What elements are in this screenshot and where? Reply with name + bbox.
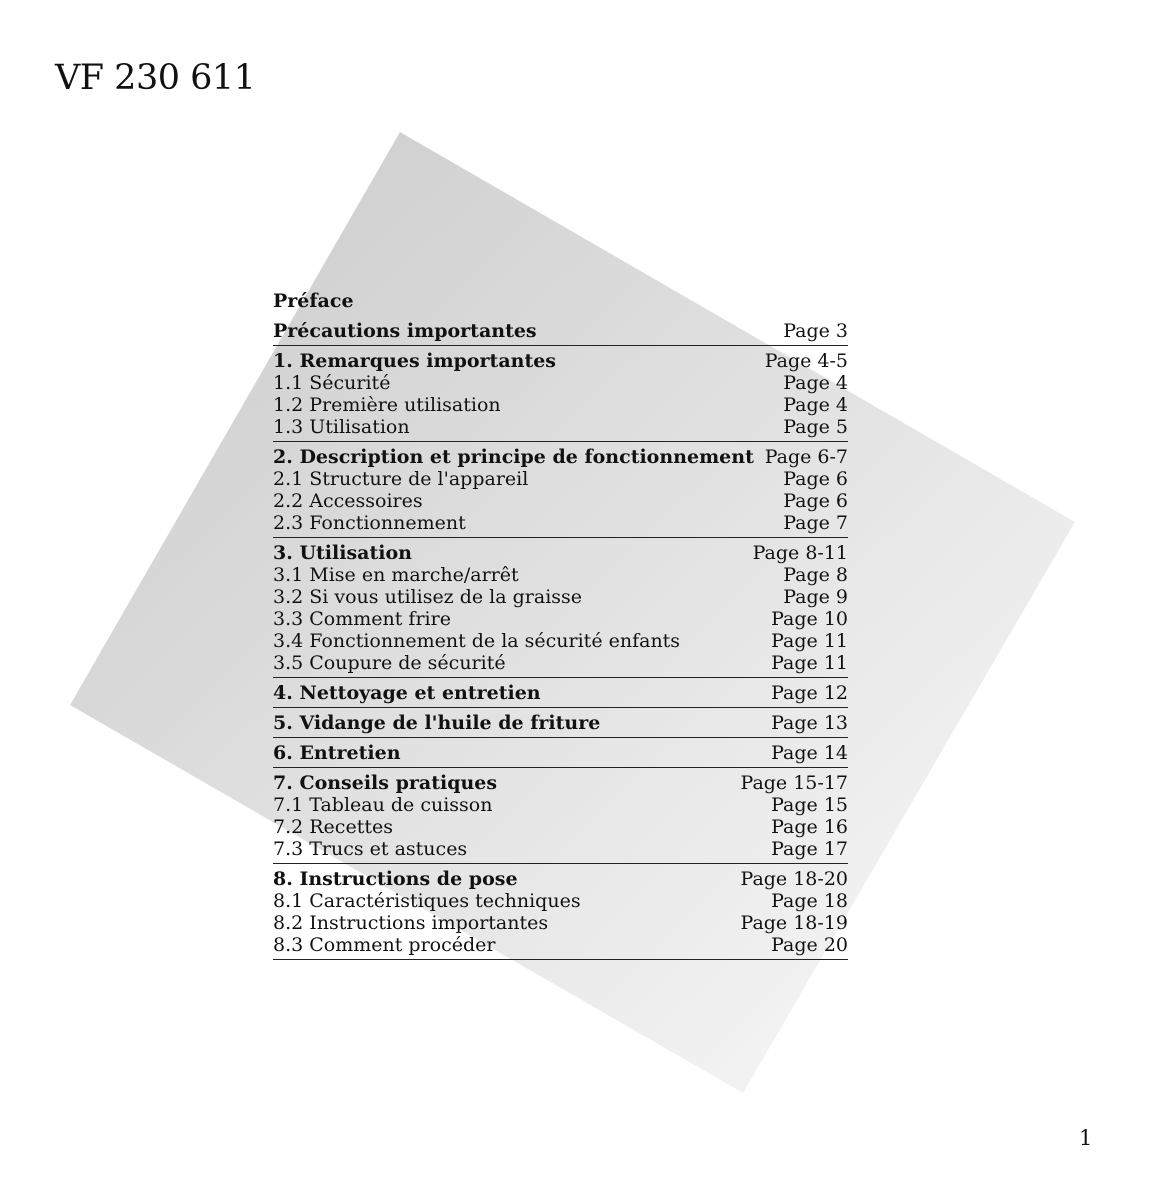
toc-section	[273, 868, 848, 960]
toc-section-heading[interactable]	[273, 542, 848, 564]
toc-section-heading[interactable]	[273, 320, 848, 342]
toc-item-page: Page 18-19	[740, 912, 848, 934]
toc-section-title: 6. Entretien	[273, 742, 401, 764]
toc-section	[273, 350, 848, 442]
toc-item[interactable]	[273, 912, 848, 934]
toc-item[interactable]	[273, 512, 848, 534]
toc-item-page: Page 8	[783, 564, 848, 586]
toc-section	[273, 772, 848, 864]
toc-item-page: Page 6	[783, 490, 848, 512]
toc-item-title: 1.2 Première utilisation	[273, 394, 501, 416]
toc-item[interactable]	[273, 468, 848, 490]
toc-section	[273, 682, 848, 708]
toc-item[interactable]	[273, 372, 848, 394]
toc-section-title: 4. Nettoyage et entretien	[273, 682, 541, 704]
toc-item[interactable]	[273, 794, 848, 816]
toc-item-title: 7.3 Trucs et astuces	[273, 838, 468, 860]
toc-item-title: 3.4 Fonctionnement de la sécurité enfants	[273, 630, 681, 652]
toc-item-page: Page 10	[771, 608, 848, 630]
toc-section	[273, 446, 848, 538]
toc-section-heading[interactable]	[273, 772, 848, 794]
toc-item-title: 3.1 Mise en marche/arrêt	[273, 564, 519, 586]
toc-section-page: Page 15-17	[740, 772, 848, 794]
toc-section-page: Page 18-20	[740, 868, 848, 890]
toc-section-heading[interactable]	[273, 868, 848, 890]
toc-section-title: 8. Instructions de pose	[273, 868, 518, 890]
toc-item-page: Page 17	[771, 838, 848, 860]
toc-item-page: Page 11	[771, 652, 848, 674]
page-number: 1	[1079, 1126, 1093, 1150]
toc-item-title: 1.3 Utilisation	[273, 416, 410, 438]
toc-item-page: Page 4	[783, 394, 848, 416]
toc-section-heading[interactable]	[273, 712, 848, 734]
toc-section-heading[interactable]	[273, 742, 848, 764]
toc-section-page: Page 14	[771, 742, 848, 764]
toc-section-title: 3. Utilisation	[273, 542, 412, 564]
toc-item[interactable]	[273, 608, 848, 630]
toc-item-page: Page 9	[783, 586, 848, 608]
toc-item[interactable]	[273, 838, 848, 860]
toc-item[interactable]	[273, 652, 848, 674]
toc-item[interactable]	[273, 890, 848, 912]
toc-item-title: 3.2 Si vous utilisez de la graisse	[273, 586, 583, 608]
toc-item-page: Page 6	[783, 468, 848, 490]
toc-section-page: Page 12	[771, 682, 848, 704]
toc-item-title: 2.1 Structure de l'appareil	[273, 468, 529, 490]
toc-section	[273, 320, 848, 346]
toc-section-title: Précautions importantes	[273, 320, 537, 342]
toc-item-title: 7.1 Tableau de cuisson	[273, 794, 493, 816]
toc-section	[273, 542, 848, 678]
toc-section-title: 2. Description et principe de fonctionnement	[273, 446, 754, 468]
toc-item[interactable]	[273, 816, 848, 838]
toc-section-title: 5. Vidange de l'huile de friture	[273, 712, 601, 734]
toc-section	[273, 712, 848, 738]
toc-item-title: 1.1 Sécurité	[273, 372, 391, 394]
toc-item[interactable]	[273, 934, 848, 956]
toc-section-page: Page 6-7	[764, 446, 848, 468]
toc-item[interactable]	[273, 586, 848, 608]
toc-item[interactable]	[273, 416, 848, 438]
toc-section-page: Page 13	[771, 712, 848, 734]
toc-item-page: Page 15	[771, 794, 848, 816]
toc-item-page: Page 11	[771, 630, 848, 652]
toc-section-page: Page 3	[783, 320, 848, 342]
toc-item[interactable]	[273, 564, 848, 586]
toc-item-title: 8.1 Caractéristiques techniques	[273, 890, 581, 912]
toc-item[interactable]	[273, 394, 848, 416]
toc-item-page: Page 4	[783, 372, 848, 394]
toc-item-title: 2.2 Accessoires	[273, 490, 423, 512]
toc-item-page: Page 16	[771, 816, 848, 838]
toc-section-page: Page 4-5	[764, 350, 848, 372]
toc-item-page: Page 5	[783, 416, 848, 438]
toc-section-page: Page 8-11	[752, 542, 848, 564]
model-number: VF 230 611	[55, 58, 256, 98]
toc-section-heading[interactable]	[273, 350, 848, 372]
toc-item-title: 2.3 Fonctionnement	[273, 512, 466, 534]
toc-item-title: 3.5 Coupure de sécurité	[273, 652, 506, 674]
toc-item-title: 8.2 Instructions importantes	[273, 912, 549, 934]
toc-section-heading[interactable]	[273, 446, 848, 468]
toc-item-page: Page 20	[771, 934, 848, 956]
toc-item-page: Page 18	[771, 890, 848, 912]
toc-section	[273, 742, 848, 768]
toc-section-heading[interactable]	[273, 682, 848, 704]
table-of-contents	[273, 288, 848, 964]
toc-item-title: 8.3 Comment procéder	[273, 934, 496, 956]
preface-heading: Préface	[273, 290, 354, 312]
toc-item-title: 3.3 Comment frire	[273, 608, 451, 630]
toc-item-title: 7.2 Recettes	[273, 816, 393, 838]
toc-section-title: 1. Remarques importantes	[273, 350, 557, 372]
toc-item[interactable]	[273, 490, 848, 512]
toc-sections	[273, 320, 848, 960]
toc-section-title: 7. Conseils pratiques	[273, 772, 498, 794]
toc-item-page: Page 7	[783, 512, 848, 534]
toc-item[interactable]	[273, 630, 848, 652]
